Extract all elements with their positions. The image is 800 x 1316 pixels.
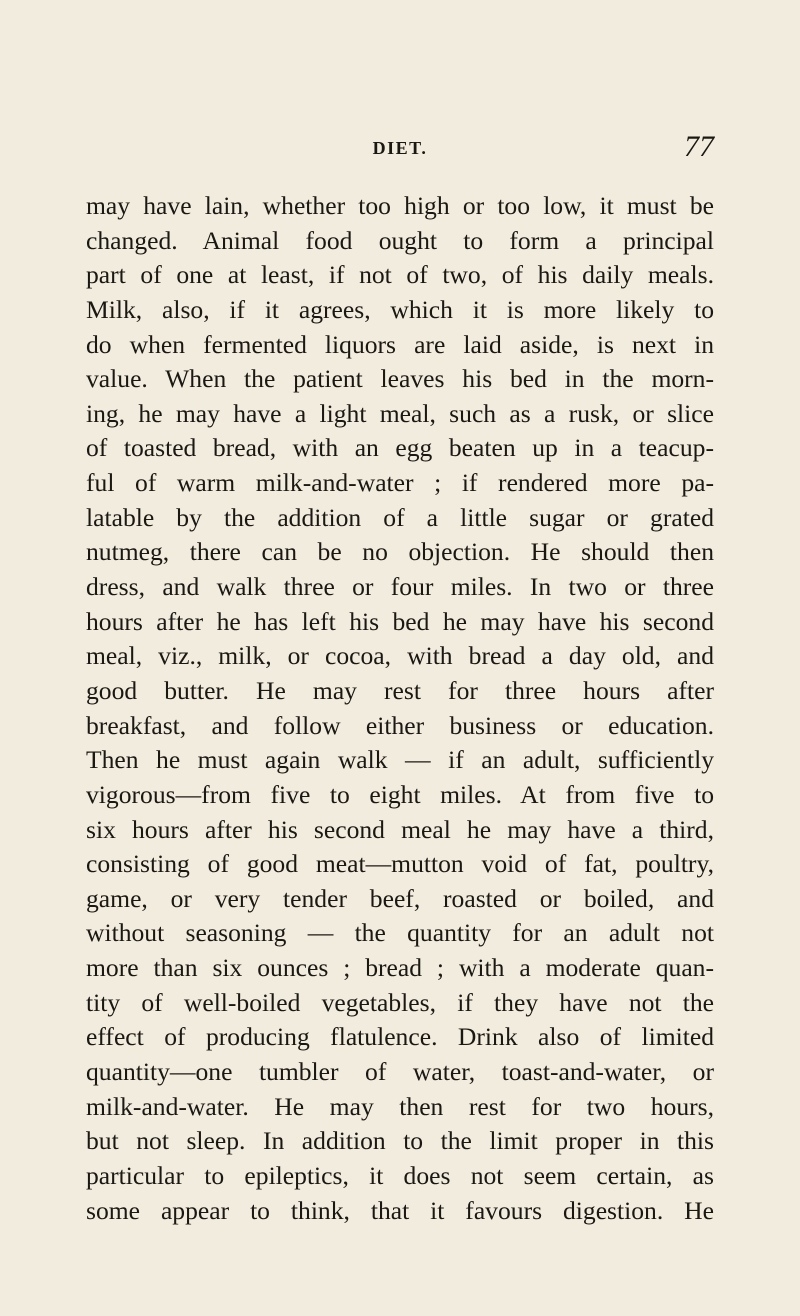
text-line: changed. Animal food ought to form a principal (86, 225, 714, 255)
text-line: consisting of good meat—mutton void of fat, poultry, (86, 849, 714, 879)
text-line: of toasted bread, with an egg beaten up in a teacup- (86, 433, 714, 463)
text-line: quantity—one tumbler of water, toast-and-water, or (86, 1057, 714, 1087)
text-line: game, or very tender beef, roasted or boiled, and (86, 883, 714, 913)
text-line: value. When the patient leaves his bed in the morn- (86, 364, 714, 394)
text-line: do when fermented liquors are laid aside, is next in (86, 329, 714, 359)
text-line: some appear to think, that it favours digestion. He (86, 1195, 714, 1225)
text-line: breakfast, and follow either business or education. (86, 710, 714, 740)
text-line: part of one at least, if not of two, of his daily meals. (86, 260, 714, 290)
text-line: ing, he may have a light meal, such as a rusk, or slice (86, 398, 714, 428)
text-line: meal, viz., milk, or cocoa, with bread a day old, and (86, 641, 714, 671)
text-line: milk-and-water. He may then rest for two hours, (86, 1091, 714, 1121)
text-line: without seasoning — the quantity for an adult not (86, 918, 714, 948)
running-title: DIET. (372, 138, 428, 158)
text-line: tity of well-boiled vegetables, if they have not the (86, 987, 714, 1017)
text-line: nutmeg, there can be no objection. He should then (86, 537, 714, 567)
text-line: latable by the addition of a little sugar or grated (86, 502, 714, 532)
text-line: six hours after his second meal he may have a third, (86, 814, 714, 844)
text-line: hours after he has left his bed he may have his second (86, 606, 714, 636)
text-line: more than six ounces ; bread ; with a moderate quan- (86, 953, 714, 983)
page-number: 77 (684, 130, 714, 163)
body-text (86, 189, 714, 1228)
text-line: but not sleep. In addition to the limit proper in this (86, 1126, 714, 1156)
text-line: ful of warm milk-and-water ; if rendered more pa- (86, 468, 714, 498)
text-line: particular to epileptics, it does not seem certain, as (86, 1160, 714, 1190)
page-header (86, 130, 714, 172)
text-line: dress, and walk three or four miles. In two or three (86, 572, 714, 602)
text-line: Then he must again walk — if an adult, sufficiently (86, 745, 714, 775)
text-line: good butter. He may rest for three hours after (86, 675, 714, 705)
text-line: Milk, also, if it agrees, which it is more likely to (86, 294, 714, 324)
text-line: may have lain, whether too high or too low, it must be (86, 191, 714, 220)
text-line: vigorous—from five to eight miles. At from five to (86, 779, 714, 809)
text-line: effect of producing flatulence. Drink also of limited (86, 1022, 714, 1052)
